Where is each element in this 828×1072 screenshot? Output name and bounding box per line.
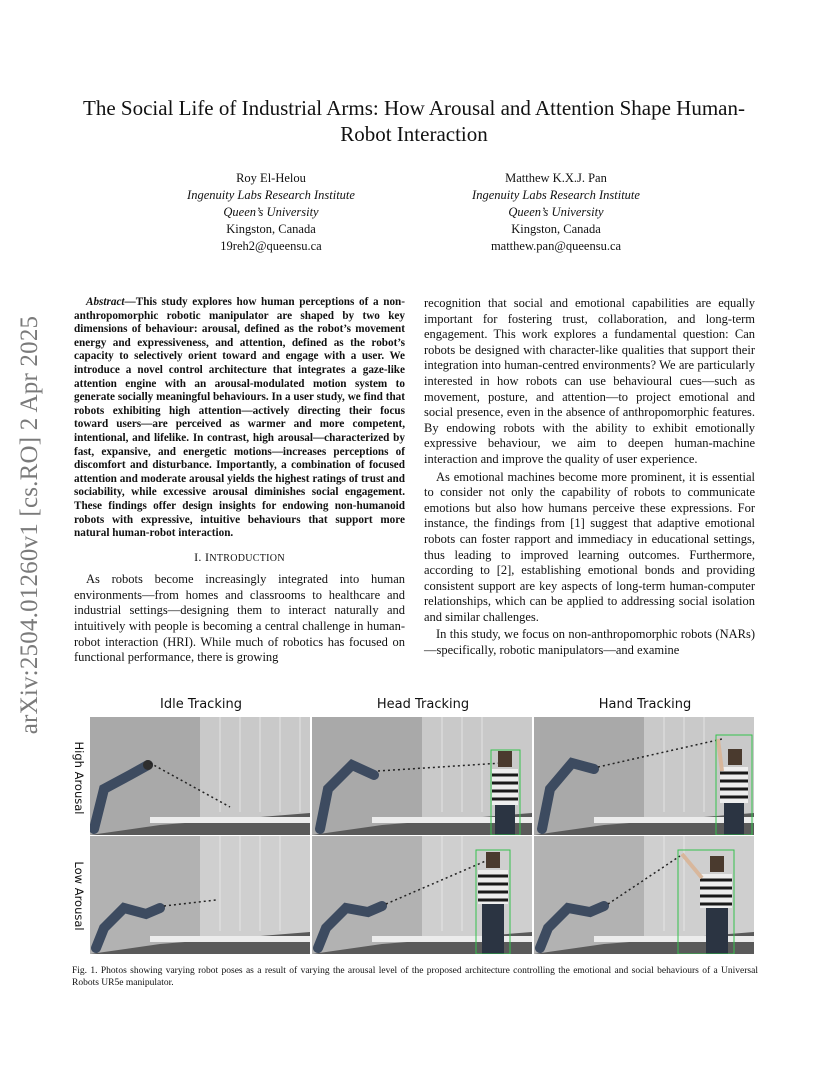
photo-low-hand <box>534 836 754 954</box>
figure-caption: Fig. 1. Photos showing varying robot poses as a result of varying the arousal level of the proposed architecture controlling the emotional and social behaviours of a Universal Robots UR5e manipulator. <box>72 966 758 988</box>
section-heading: I. INTRODUCTION <box>194 549 285 564</box>
author-institute: Ingenuity Labs Research Institute <box>187 188 355 202</box>
column-title-idle: Idle Tracking <box>160 697 242 712</box>
photo-high-hand <box>534 717 754 835</box>
arxiv-identifier-text: arXiv:2504.01260v1 [cs.RO] 2 Apr 2025 <box>16 315 43 735</box>
right-column <box>424 296 755 659</box>
author-name: Matthew K.X.J. Pan <box>505 171 607 185</box>
author-location: Kingston, Canada <box>226 222 316 236</box>
author-university: Queen’s University <box>508 205 604 219</box>
author-block-1 <box>148 170 394 255</box>
abstract-text: —This study explores how human perceptions of a non-anthropomorphic robotic manipulator are shaped by two key dimensions of behaviour: arousal, defined as the robot’s movement energy and expressiveness, and attention, defined as the robot’s capacity to selectively orient toward and engage with a user. We introduce a novel control architecture that integrates a gaze-like attention engine with an arousal-modulated motion system to generate socially meaningful behaviours. In a user study, we find that robots exhibiting high attention—actively directing their focus toward users—are perceived as warmer and more competent, intentional, and lifelike. In contrast, high arousal—characterized by fast, expansive, and energetic motions—increases perceptions of discomfort and disturbance. Importantly, a combination of focused attention and moderate arousal yields the highest ratings of trust and sociability, while excessive arousal diminishes social engagement. These findings offer design insights for endowing non-humanoid robots with expressive, intuitive behaviours that support more natural human-robot interaction. <box>74 296 405 540</box>
body-paragraph-3: In this study, we focus on non-anthropomorphic robots (NARs) —specifically, robotic manipulators—and examine <box>424 627 755 658</box>
abstract-lead: Abstract <box>86 296 125 308</box>
column-title-hand: Hand Tracking <box>598 697 692 712</box>
author-university: Queen’s University <box>223 205 319 219</box>
author-email[interactable]: 19reh2@queensu.ca <box>220 239 322 253</box>
arxiv-identifier <box>8 290 52 760</box>
author-email[interactable]: matthew.pan@queensu.ca <box>490 239 622 253</box>
author-location: Kingston, Canada <box>511 222 601 236</box>
row-label-low: Low Arousal <box>72 861 86 931</box>
intro-paragraph-1: As robots become increasingly integrated into human environments—from homes and classrooms to healthcare and industrial settings—designing them to interact naturally and intuitively with people is becoming a central challenge in human-robot interaction (HRI). While much of robotics has focused on functional performance, there is growing <box>74 572 405 665</box>
row-label-high: High Arousal <box>72 741 86 815</box>
photo-high-head <box>312 717 532 835</box>
photo-low-head <box>312 836 532 954</box>
author-name: Roy El-Helou <box>236 171 306 185</box>
body-paragraph-1: recognition that social and emotional capabilities are equally important for fostering trust, collaboration, and long-term engagement. This work explores a fundamental question: Can robots be designed with character-like qualities that support their integration into human-centred environments? We are particularly interested in how robots can use behavioural cues—such as movement, posture, and attention—to project emotional and social presence, even in the absence of anthropomorphic features. By endowing robots with the ability to exhibit emotionally expressive behaviour, we aim to deepen human-machine interaction and improve the quality of user experience. <box>424 296 755 466</box>
author-block-2 <box>433 170 679 255</box>
figure-1 <box>72 697 760 955</box>
photo-high-idle <box>90 717 310 835</box>
abstract <box>74 296 405 541</box>
left-column <box>74 296 405 666</box>
column-title-head: Head Tracking <box>376 697 470 712</box>
body-paragraph-2: As emotional machines become more prominent, it is essential to consider not only the capability of robots to communicate emotions but also how humans perceive these expressions. For instance, the findings from [1] suggest that adaptive emotional robots can foster rapport and immediacy in educational settings, thus leading to improved learning outcomes. Furthermore, according to [2], establishing emotional bonds and providing consistent support are key aspects of long-term human-computer relationships, which can be applied to addressing social isolation and similar challenges. <box>424 469 755 624</box>
photo-low-idle <box>90 836 310 954</box>
paper-title: The Social Life of Industrial Arms: How Arousal and Attention Shape Human-Robot Interaction <box>83 96 745 146</box>
author-institute: Ingenuity Labs Research Institute <box>472 188 640 202</box>
